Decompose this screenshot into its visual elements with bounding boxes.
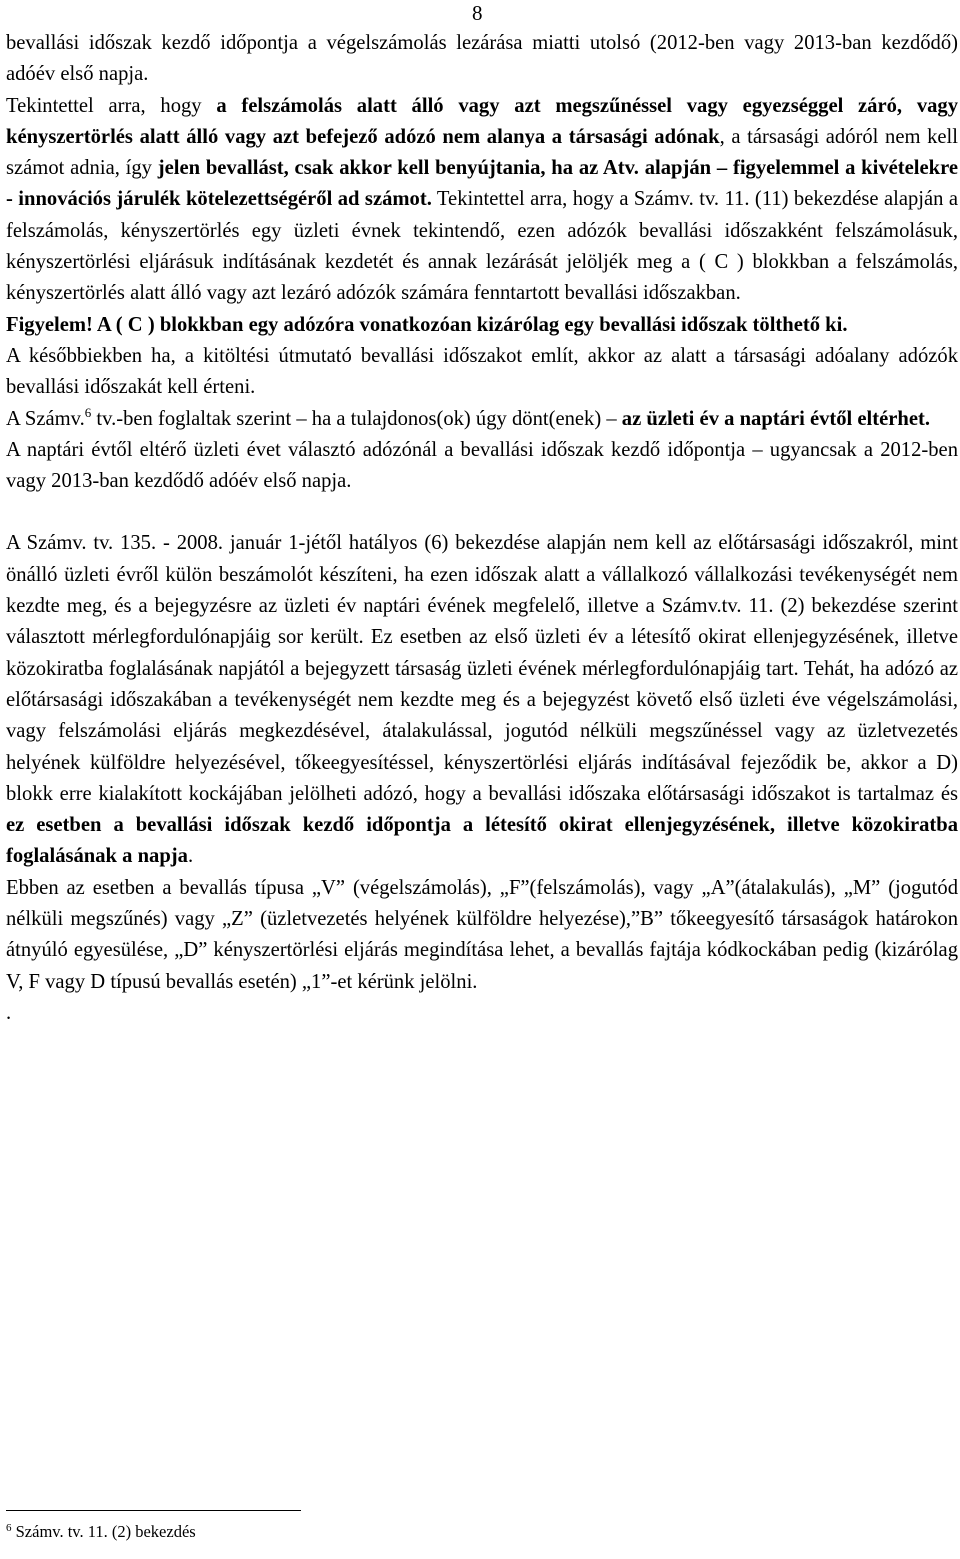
text-run: tv.-ben foglaltak szerint – ha a tulajdonos(ok) úgy dönt(enek) – (91, 407, 622, 430)
text-run: , a társasági adóról nem kell számot adnia, így (6, 125, 959, 180)
document-body (6, 28, 958, 1029)
footnote-reference: 6 (84, 404, 92, 420)
text-run: A későbbiekben ha, a kitöltési útmutató bevallási időszakot említ, akkor az alatt a társasági adóalany adózók bevallási időszakát kell érteni. (6, 344, 958, 399)
bold-text-run: az üzleti év a naptári évtől eltérhet. (621, 407, 931, 430)
blank-line (6, 497, 958, 528)
text-run: bevallási időszak kezdő időpontja a végelszámolás lezárása miatti utolsó (2012-ben vagy 2013-ban kezdődő) adóév első napja. (6, 32, 958, 86)
text-run: Ebben az esetben a bevallás típusa „V” (végelszámolás), „F”(felszámolás), vagy „A”(átalakulás), „M” (jogutód nélküli megszűnés) vagy „Z” (üzletvezetés helyének külföldre helyezése),”B” tőkeegyesítő társaságok határokon átnyúló egyesülése, „D” kényszertörlési eljárás megindítása lehet, a bevallás fajtája kódkockában pedig (kizárólag V, F vagy D típusú bevallás esetén) „1”-et kérünk jelölni. (6, 876, 958, 993)
footnote-text: Számv. tv. 11. (2) bekezdés (11, 1522, 196, 1541)
paragraph (6, 873, 958, 998)
page-number: 8 (472, 1, 483, 25)
paragraph (6, 28, 958, 91)
footnote-separator (6, 1510, 301, 1511)
text-run: A Számv. (6, 407, 85, 430)
paragraph (6, 528, 958, 872)
text-run: . (187, 845, 194, 868)
bold-text-run: jelen bevallást, csak akkor kell benyújtania, ha az Atv. alapján – figyelemmel a kivételekre - innovációs járulék kötelezettségéről ad számot. (6, 157, 958, 211)
text-run: A naptári évtől eltérő üzleti évet választó adózónál a bevallási időszak kezdő időpontja – ugyancsak a 2012-ben vagy 2013-ban kezdődő adóév első napja. (6, 438, 958, 493)
text-run: A Számv. tv. 135. - 2008. január 1-jétől hatályos (6) bekezdése alapján nem kell az előtársasági időszakról, mint önálló üzleti évről külön beszámolót készíteni, ha ezen időszak alatt a vállalkozó vállalkozási tevékenységét nem kezdte meg, és a bejegyzésre az üzleti év naptári évének megfelelő, illetve a Számv.tv. 11. (2) bekezdése szerint választott mérlegfordulónapjáig sor került. Ez esetben az első üzleti év a létesítő okirat ellenjegyzésének, illetve közokiratba foglalásának napjától a bejegyzett társaság üzleti évének mérlegfordulónapjáig tart. Tehát, ha adózó az előtársasági időszakában a tevékenységét nem kezdte meg és a bejegyzést követő első üzleti éve végelszámolási, vagy felszámolási eljárás megkezdésével, átalakulással, jogutód nélküli megszűnéssel vagy az üzletvezetés helyének külföldre helyezésével, tőkeegyesítéssel, kényszertörlési eljárás indításával fejeződik be, akkor a D) blokk erre kialakított kockájában jelölheti adózó, hogy a bevallási időszaka előtársasági időszakot is tartalmaz és (6, 532, 958, 805)
bold-text-run: Figyelem! A ( C ) blokkban egy adózóra vonatkozóan kizárólag egy bevallási időszak tölthető ki. (6, 313, 848, 336)
footnote (6, 1520, 196, 1544)
warning-paragraph (6, 310, 958, 341)
text-run: Tekintettel arra, hogy a Számv. tv. 11. (11) bekezdése alapján a felszámolás, kényszertörlés egy üzleti évnek tekintendő, ezen adózók bevallási időszakként felszámolásuk, kényszertörlési eljárásuk indításának kezdetét és annak lezárását jelöljék meg a ( C ) blokkban a felszámolás, kényszertörlés alatt álló vagy azt lezáró adózók számára fenntartott bevallási időszakban. (6, 188, 958, 305)
paragraph (6, 341, 958, 404)
text-run: . (6, 1001, 12, 1024)
bold-text-run: a felszámolás alatt álló vagy azt megszűnéssel vagy egyezséggel záró, vagy kényszertörlés alatt álló vagy azt befejező adózó nem alanya a társasági adónak (6, 94, 959, 148)
paragraph (6, 998, 958, 1029)
paragraph (6, 404, 958, 435)
footnote-mark: 6 (6, 1522, 12, 1534)
paragraph (6, 91, 958, 310)
bold-text-run: ez esetben a bevallási időszak kezdő időpontja a létesítő okirat ellenjegyzésének, illetve közokiratba foglalásának a napja (6, 814, 958, 868)
text-run: Tekintettel arra, hogy (6, 94, 217, 117)
paragraph (6, 435, 958, 498)
